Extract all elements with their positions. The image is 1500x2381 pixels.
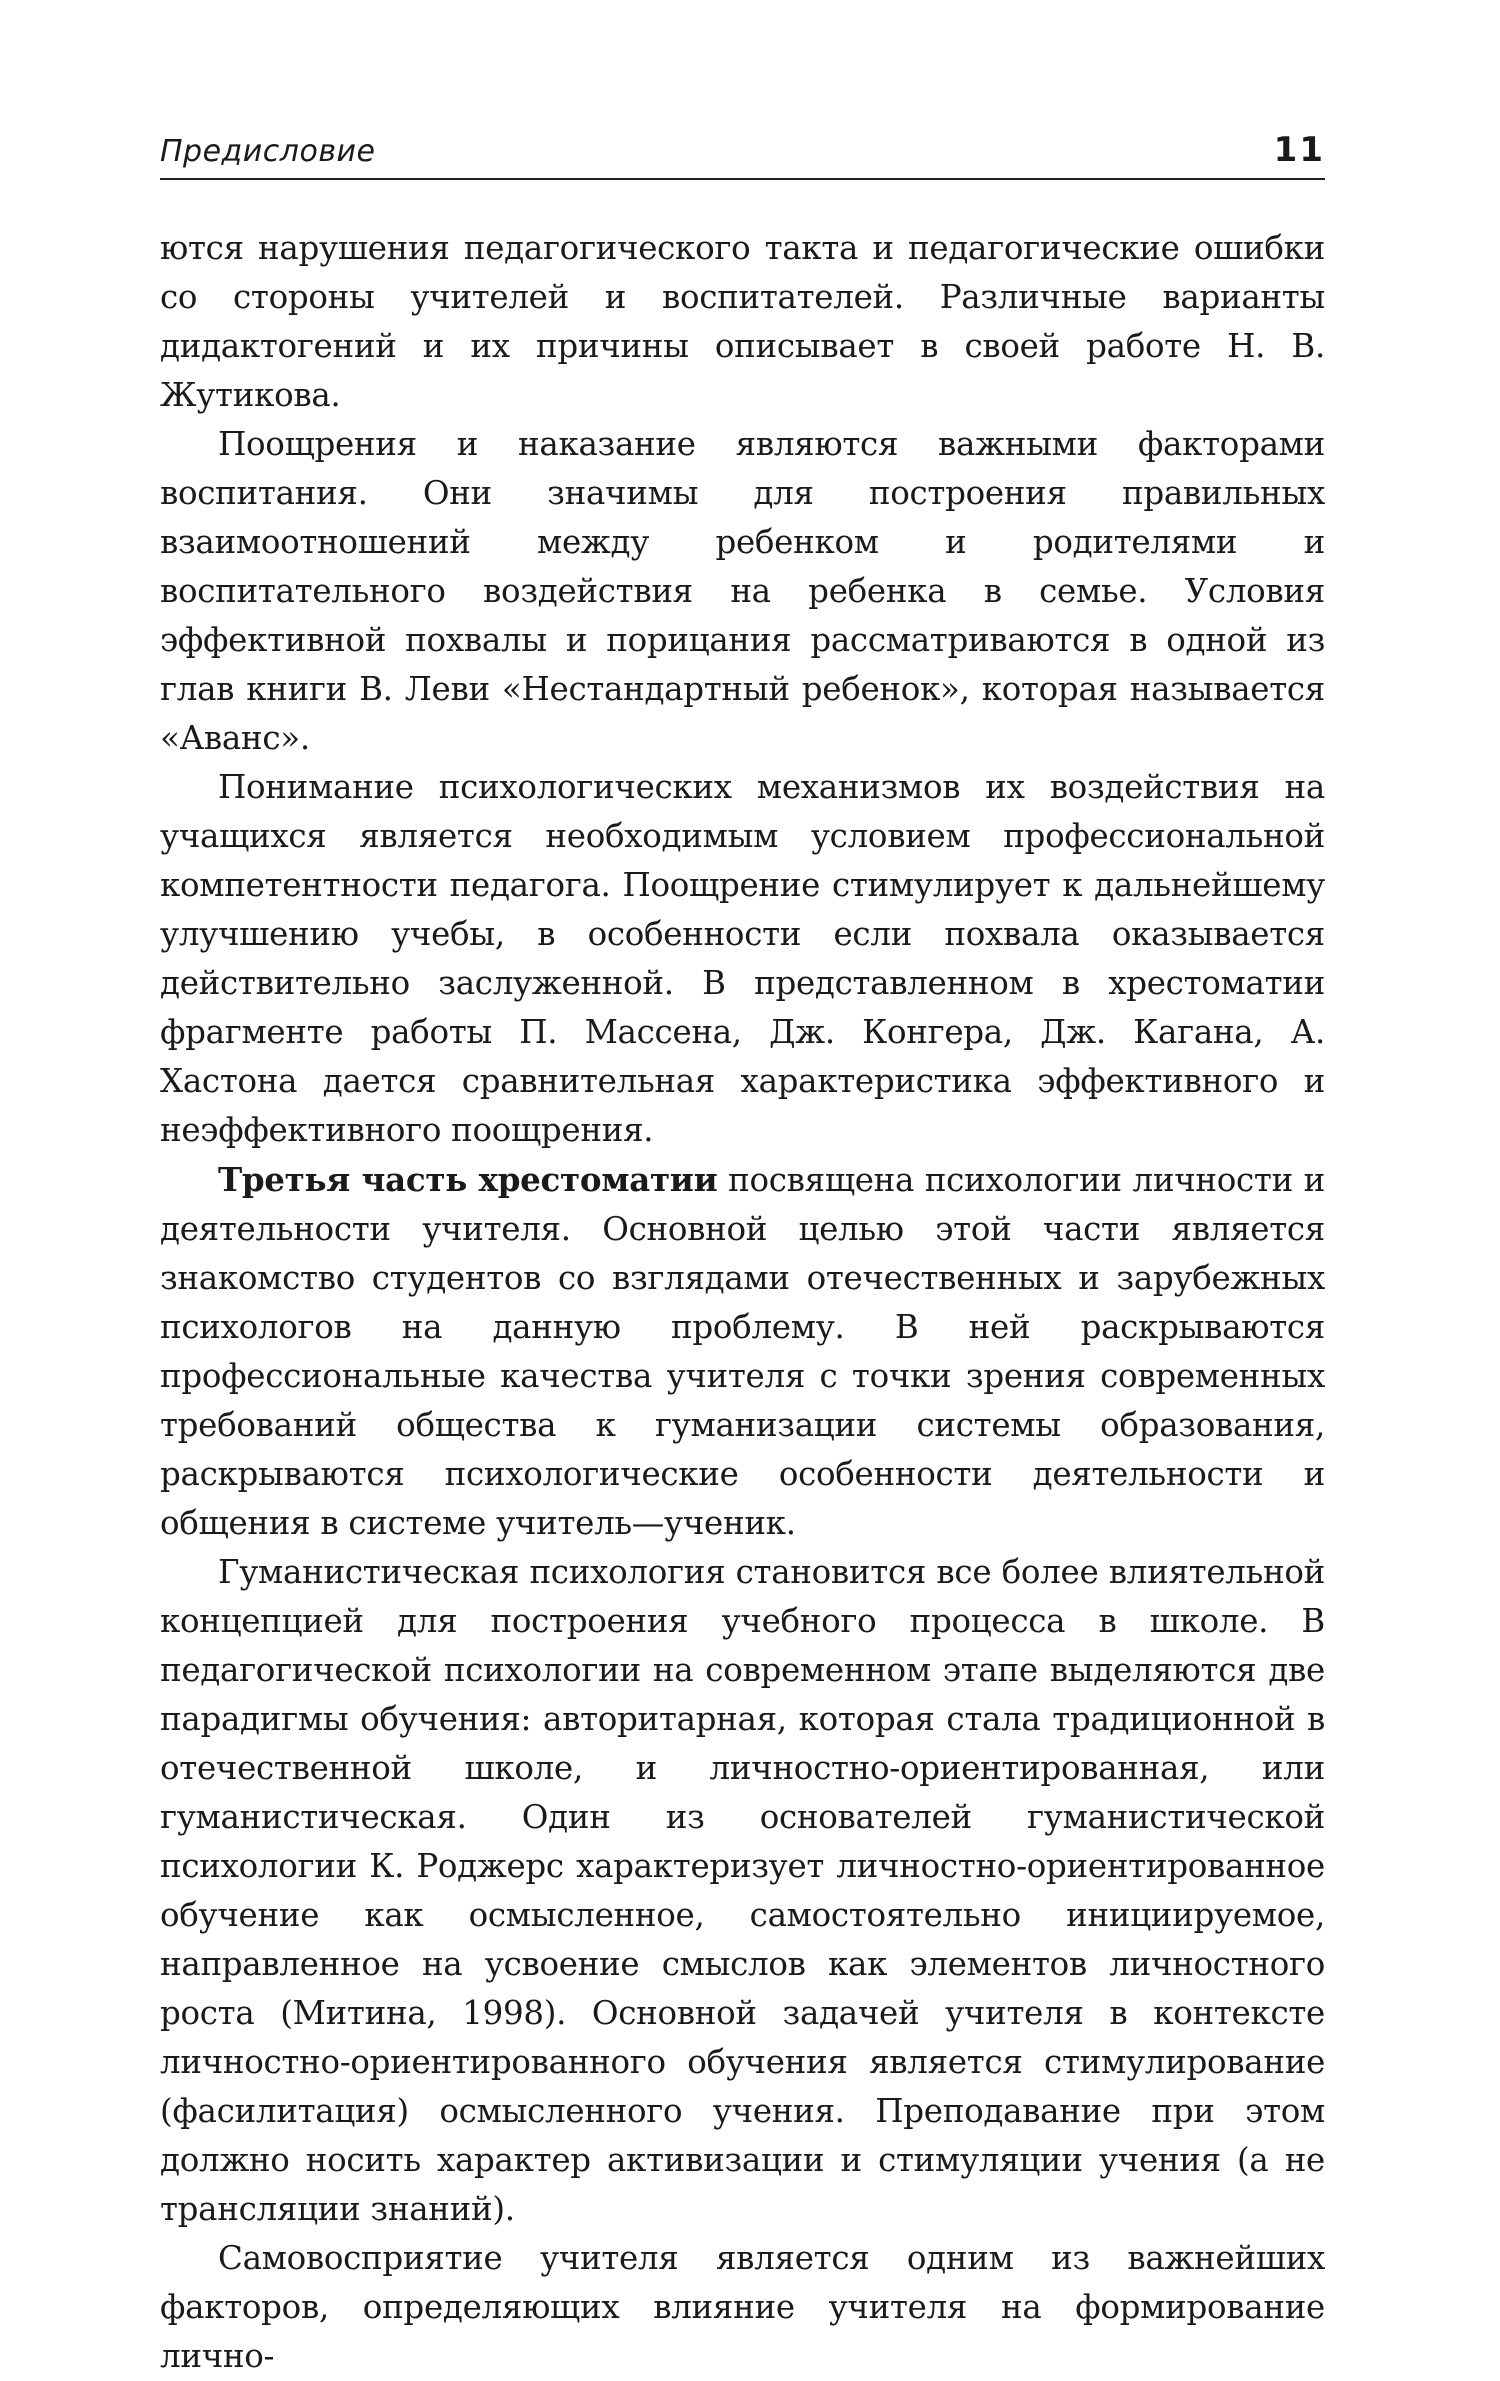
paragraph-lead-bold: Третья часть хрестоматии xyxy=(218,1160,718,1199)
paragraph-text: Самовосприятие учителя является одним из важнейших факторов, определяющих влияние учителя на формирование лично- xyxy=(160,2239,1325,2375)
paragraph-text: ются нарушения педагогического такта и педагогические ошибки со стороны учителей и воспитателей. Различные варианты дидактогений и их причины описывает в своей работе Н. В. Жутикова. xyxy=(160,229,1325,414)
paragraph-continued xyxy=(160,224,1325,420)
paragraph-third-part xyxy=(160,1155,1325,1548)
paragraph-text: Понимание психологических механизмов их воздействия на учащихся является необходимым условием профессиональной компетентности педагога. Поощрение стимулирует к дальнейшему улучшению учебы, в особенности если похвала оказывается действительно заслуженной. В представленном в хрестоматии фрагменте работы П. Массена, Дж. Конгера, Дж. Кагана, А. Хастона дается сравнительная характеристика эффективного и неэффективного поощрения. xyxy=(160,768,1325,1149)
paragraph-humanistic xyxy=(160,1548,1325,2234)
body-text xyxy=(160,224,1325,2381)
running-title: Предисловие xyxy=(160,134,376,169)
paragraph-mechanisms xyxy=(160,763,1325,1155)
running-head xyxy=(160,130,1325,180)
paragraph-self-perception xyxy=(160,2234,1325,2381)
paragraph-text: Поощрения и наказание являются важными факторами воспитания. Они значимы для построения правильных взаимоотношений между ребенком и родителями и воспитательного воздействия на ребенка в семье. Условия эффективной похвалы и порицания рассматриваются в одной из глав книги В. Леви «Нестандартный ребенок», которая называется «Аванс». xyxy=(160,425,1325,757)
paragraph-text: посвящена психологии личности и деятельности учителя. Основной целью этой части является знакомство студентов со взглядами отечественных и зарубежных психологов на данную проблему. В ней раскрываются профессиональные качества учителя с точки зрения современных требований общества к гуманизации системы образования, раскрываются психологические особенности деятельности и общения в системе учитель—ученик. xyxy=(160,1161,1326,1542)
paragraph-text: Гуманистическая психология становится все более влиятельной концепцией для построения учебного процесса в школе. В педагогической психологии на современном этапе выделяются две парадигмы обучения: авторитарная, которая стала традиционной в отечественной школе, и личностно-ориентированная, или гуманистическая. Один из основателей гуманистической психологии К. Роджерс характеризует личностно-ориентированное обучение как осмысленное, самостоятельно инициируемое, направленное на усвоение смыслов как элементов личностного роста (Митина, 1998). Основной задачей учителя в контексте личностно-ориентированного обучения является стимулирование (фасилитация) осмысленного учения. Преподавание при этом должно носить характер активизации и стимуляции учения (а не трансляции знаний). xyxy=(160,1553,1325,2228)
page-number: 11 xyxy=(1273,130,1325,170)
book-page xyxy=(160,130,1325,2381)
paragraph-encouragement xyxy=(160,420,1325,763)
